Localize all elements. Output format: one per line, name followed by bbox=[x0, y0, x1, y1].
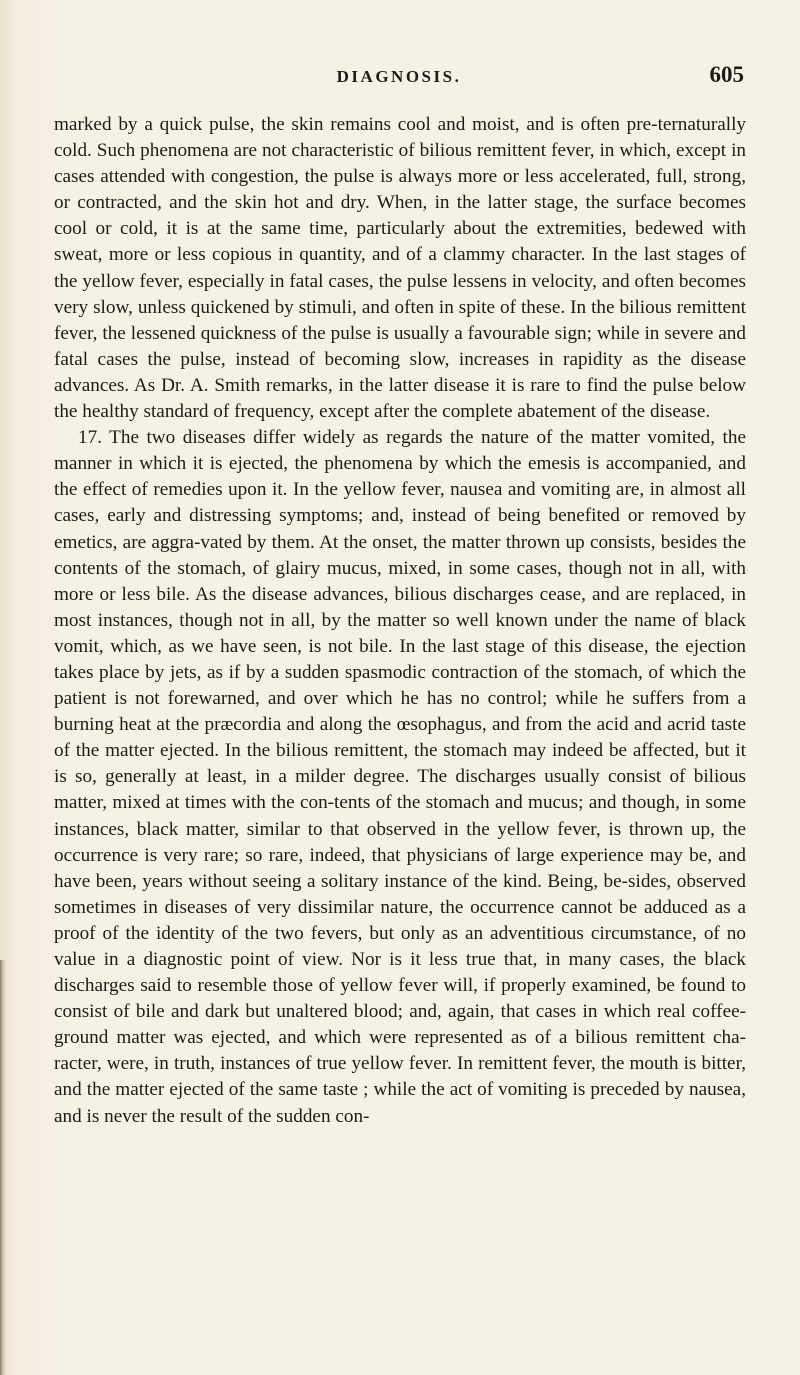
paragraph-continued: marked by a quick pulse, the skin remains cool and moist, and is often pre-ternaturally cold. Such phenomena are not characteristic of bilious remittent fever, in which, except in cases attended with congestion, the pulse is always more or less accelerated, full, strong, or contracted, and the skin hot and dry. When, in the latter stage, the surface becomes cool or cold, it is at the same time, particularly about the extremities, bedewed with sweat, more or less copious in quantity, and of a clammy character. In the last stages of the yellow fever, especially in fatal cases, the pulse lessens in velocity, and often becomes very slow, unless quickened by stimuli, and often in spite of these. In the bilious remittent fever, the lessened quickness of the pulse is usually a favourable sign; while in severe and fatal cases the pulse, instead of becoming slow, increases in rapidity as the disease advances. As Dr. A. Smith remarks, in the latter disease it is rare to find the pulse below the healthy standard of frequency, except after the complete abatement of the disease. bbox=[54, 114, 746, 423]
running-title: DIAGNOSIS. bbox=[336, 67, 462, 86]
body-text bbox=[54, 112, 746, 1130]
paragraph-17: 17. The two diseases differ widely as regards the nature of the matter vomited, the manner in which it is ejected, the phenomena by which the emesis is accompanied, and the effect of remedies upon it. In the yellow fever, nausea and vomiting are, in almost all cases, early and distressing symptoms; and, instead of being benefited or removed by emetics, are aggra-vated by them. At the onset, the matter thrown up consists, besides the contents of the stomach, of glairy mucus, mixed, in some cases, though not in all, with more or less bile. As the disease advances, bilious discharges cease, and are replaced, in most instances, though not in all, by the matter so well known under the name of black vomit, which, as we have seen, is not bile. In the last stage of this disease, the ejection takes place by jets, as if by a sudden spasmodic contraction of the stomach, of which the patient is not forewarned, and over which he has no control; while he suffers from a burning heat at the præcordia and along the œsophagus, and from the acid and acrid taste of the matter ejected. In the bilious remittent, the stomach may indeed be affected, but it is so, generally at least, in a milder degree. The discharges usually consist of bilious matter, mixed at times with the con-tents of the stomach and mucus; and though, in some instances, black matter, similar to that observed in the yellow fever, is thrown up, the occurrence is very rare; so rare, indeed, that physicians of large experience may be, and have been, years without seeing a solitary instance of the kind. Being, be-sides, observed sometimes in diseases of very dissimilar nature, the occurrence cannot be adduced as a proof of the identity of the two fevers, but only as an adventitious circumstance, of no value in a diagnostic point of view. Nor is it less true that, in many cases, the black discharges said to resemble those of yellow fever will, if properly examined, be found to consist of bile and dark but unaltered blood; and, again, that cases in which real coffee-ground matter was ejected, and which were represented as of a bilious remittent cha-racter, were, in truth, instances of true yellow fever. In remittent fever, the mouth is bitter, and the matter ejected of the same taste ; while the act of vomiting is preceded by nausea, and is never the result of the sudden con- bbox=[54, 427, 746, 1127]
page-number: 605 bbox=[709, 62, 744, 87]
running-header bbox=[54, 60, 744, 90]
page-edge-shadow bbox=[0, 960, 6, 1375]
